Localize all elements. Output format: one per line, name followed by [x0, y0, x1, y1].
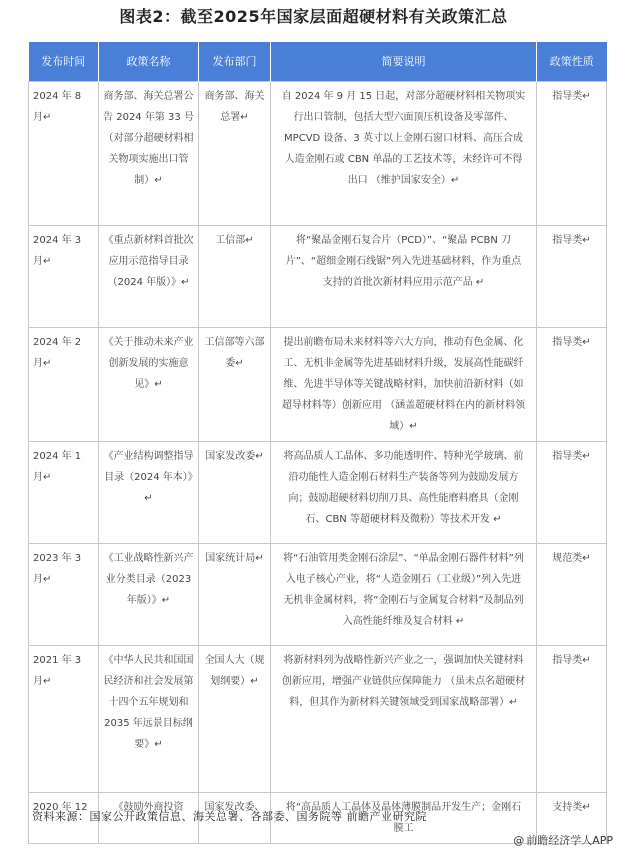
header-nature: 政策性质	[537, 42, 607, 82]
cell-description: 将高品质人工晶体、多功能透明件、特种光学玻璃、前沿功能性人造金刚石材料生产装备等列为鼓励发展方向；鼓励超硬材料切削刀具、高性能磨料磨具（金刚石、CBN 等超硬材料及微粉）等技术开发 ↵	[271, 442, 537, 544]
cell-department: 全国人大（规划纲要）↵	[199, 646, 271, 793]
cell-nature: 指导类↵	[537, 442, 607, 544]
header-description: 简要说明	[271, 42, 537, 82]
cell-policy-name: 《关于推动未来产业创新发展的实施意见》↵	[99, 328, 199, 442]
figure-title: 图表2：截至2025年国家层面超硬材料有关政策汇总	[119, 7, 508, 26]
cell-policy-name: 《产业结构调整指导目录（2024 年本）》↵	[99, 442, 199, 544]
cell-department: 工信部↵	[199, 226, 271, 328]
cell-policy-name: 《重点新材料首批次应用示范指导目录（2024 年版）》↵	[99, 226, 199, 328]
cell-nature: 指导类↵	[537, 646, 607, 793]
header-department: 发布部门	[199, 42, 271, 82]
cell-department: 国家发改委↵	[199, 442, 271, 544]
cell-department: 国家统计局↵	[199, 544, 271, 646]
cell-description: 将“石油管用类金刚石涂层”、“单晶金刚石器件材料”列入电子核心产业，将“人造金刚石（工业级）”列入先进无机非金属材料，将“金刚石与金属复合材料”及制品列入高性能纤维及复合材料 ↵	[271, 544, 537, 646]
cell-date: 2024 年 8 月↵	[29, 82, 99, 226]
cell-department: 国家发改委、	[199, 793, 271, 844]
policy-table	[28, 42, 607, 844]
cell-department: 工信部等六部委↵	[199, 328, 271, 442]
brand-icon: @	[513, 834, 525, 847]
table-row	[29, 226, 607, 328]
cell-policy-name: 商务部、海关总署公告 2024 年第 33 号（对部分超硬材料相关物项实施出口管制）↵	[99, 82, 199, 226]
header-policy-name: 政策名称	[99, 42, 199, 82]
cell-date: 2024 年 3 月↵	[29, 226, 99, 328]
table-header-row	[29, 42, 607, 82]
brand-name: 前瞻经济学人APP	[526, 834, 613, 847]
cell-policy-name: 《鼓励外商投资	[99, 793, 199, 844]
cell-date: 2021 年 3 月↵	[29, 646, 99, 793]
cell-nature: 指导类↵	[537, 226, 607, 328]
brand-credit	[513, 832, 613, 848]
table-row	[29, 82, 607, 226]
table-row	[29, 442, 607, 544]
cell-policy-name: 《中华人民共和国国民经济和社会发展第十四个五年规划和 2035 年远景目标纲要》↵	[99, 646, 199, 793]
cell-nature: 规范类↵	[537, 544, 607, 646]
cell-date: 2024 年 1 月↵	[29, 442, 99, 544]
cell-policy-name: 《工业战略性新兴产业分类目录（2023 年版）》↵	[99, 544, 199, 646]
cell-nature: 支持类↵	[537, 793, 607, 844]
cell-department: 商务部、海关总署↵	[199, 82, 271, 226]
cell-description: 自 2024 年 9 月 15 日起，对部分超硬材料相关物项实行出口管制，包括大型六面顶压机设备及零部件、MPCVD 设备、3 英寸以上金刚石窗口材料、高压合成人造金刚石或 CBN 单晶的工艺技术等，未经许可不得出口 （维护国家安全）↵	[271, 82, 537, 226]
cell-date: 2020 年 12	[29, 793, 99, 844]
header-date: 发布时间	[29, 42, 99, 82]
table-row	[29, 544, 607, 646]
table-row	[29, 646, 607, 793]
table-row	[29, 328, 607, 442]
cell-date: 2023 年 3 月↵	[29, 544, 99, 646]
cell-description: 提出前瞻布局未来材料等六大方向，推动有色金属、化工、无机非金属等先进基础材料升级，发展高性能碳纤维、先进半导体等关键战略材料，加快前沿新材料（如超导材料等）创新应用 （涵盖超硬材料在内的新材料领域）↵	[271, 328, 537, 442]
source-note: 资料来源：国家公开政策信息、海关总署、各部委、国务院等 前瞻产业研究院	[32, 810, 427, 823]
cell-description: 将新材料列为战略性新兴产业之一，强调加快关键材料创新应用，增强产业链供应保障能力 （虽未点名超硬材料，但其作为新材料关键领域受到国家战略部署）↵	[271, 646, 537, 793]
cell-nature: 指导类↵	[537, 82, 607, 226]
cell-date: 2024 年 2 月↵	[29, 328, 99, 442]
cell-description: 将“高品质人工晶体及晶体薄膜制品开发生产；金刚石膜工	[271, 793, 537, 844]
cell-description: 将“聚晶金刚石复合片（PCD）”、“聚晶 PCBN 刀片”、“超细金刚石线锯”列入先进基础材料，作为重点支持的首批次新材料应用示范产品 ↵	[271, 226, 537, 328]
cell-nature: 指导类↵	[537, 328, 607, 442]
